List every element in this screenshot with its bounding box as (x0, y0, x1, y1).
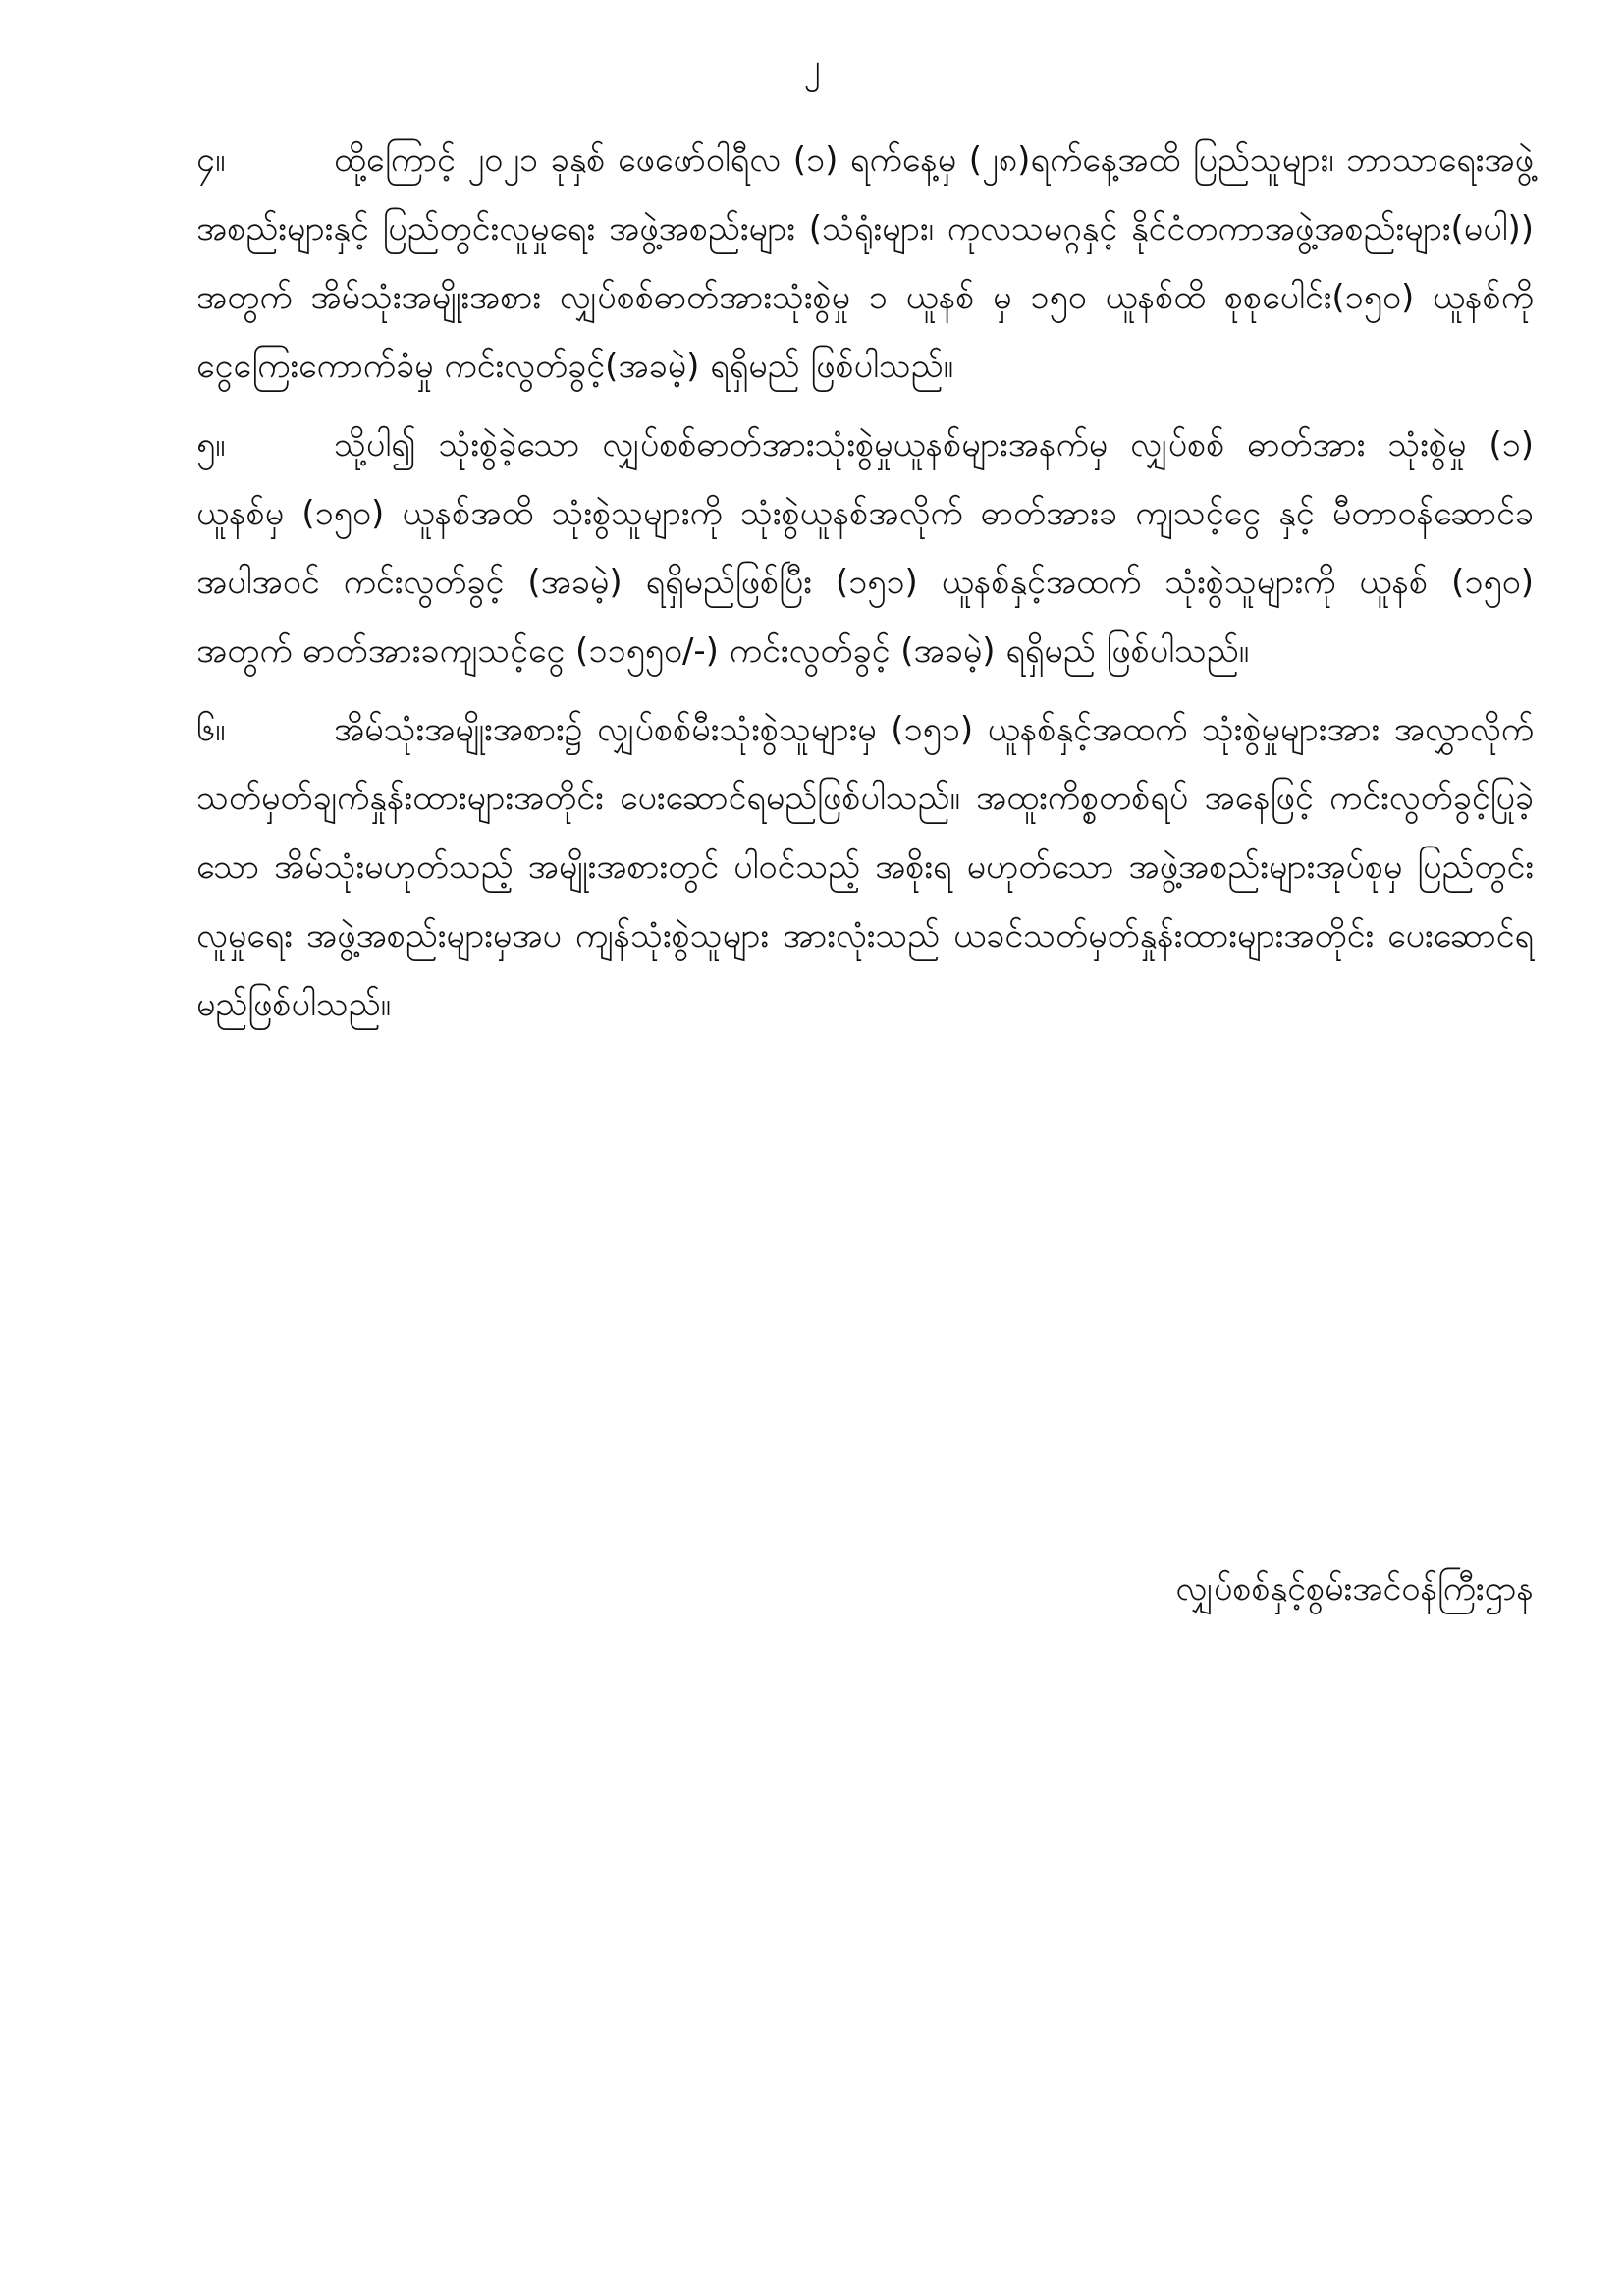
paragraph-text: အိမ်သုံးအမျိုးအစား၌ လျှပ်စစ်မီးသုံးစွဲသူများမှ (၁၅၁) ယူနစ်နှင့်အထက် သုံးစွဲမှုများအား အလွှာလိုက်သတ်မှတ်ချက်နှုန်းထားများအတိုင်း ပေးဆောင်ရမည်ဖြစ်ပါသည်။ အထူးကိစ္စတစ်ရပ် အနေဖြင့် ကင်းလွတ်ခွင့်ပြုခဲ့သော အိမ်သုံးမဟုတ်သည့် အမျိုးအစားတွင် ပါဝင်သည့် အစိုးရ မဟုတ်သော အဖွဲ့အစည်းများအုပ်စုမှ ပြည်တွင်းလူမှုရေး အဖွဲ့အစည်းများမှအပ ကျန်သုံးစွဲသူများ အားလုံးသည် ယခင်သတ်မှတ်နှုန်းထားများအတိုင်း ပေးဆောင်ရမည်ဖြစ်ပါသည်။ (196, 710, 1534, 1024)
page-number: ၂ (803, 47, 821, 86)
paragraph-text: သို့ပါ၍ သုံးစွဲခဲ့သော လျှပ်စစ်ဓာတ်အားသုံးစွဲမှုယူနစ်များအနက်မှ လျှပ်စစ် ဓာတ်အား သုံးစွဲမှု (၁) ယူနစ်မှ (၁၅၀) ယူနစ်အထိ သုံးစွဲသူများကို သုံးစွဲယူနစ်အလိုက် ဓာတ်အားခ ကျသင့်ငွေ နှင့် မီတာဝန်ဆောင်ခ အပါအဝင် ကင်းလွတ်ခွင့် (အခမဲ့) ရရှိမည်ဖြစ်ပြီး (၁၅၁) ယူနစ်နှင့်အထက် သုံးစွဲသူများကို ယူနစ် (၁၅၀) အတွက် ဓာတ်အားခကျသင့်ငွေ (၁၁၅၅၀/-) ကင်းလွတ်ခွင့် (အခမဲ့) ရရှိမည် ဖြစ်ပါသည်။ (196, 425, 1534, 671)
paragraph-number: ၅။ (196, 425, 226, 465)
paragraph-5 (196, 410, 1534, 685)
paragraph-number: ၆။ (196, 710, 226, 749)
document-body (196, 126, 1534, 1049)
signature-ministry: လျှပ်စစ်နှင့်စွမ်းအင်ဝန်ကြီးဌာန (1175, 1569, 1534, 1609)
paragraph-text: ထို့ကြောင့် ၂၀၂၁ ခုနှစ် ဖေဖော်ဝါရီလ (၁) ရက်နေ့မှ (၂၈)ရက်နေ့အထိ ပြည်သူများ၊ ဘာသာရေးအဖွဲ့အစည်းများနှင့် ပြည်တွင်းလူမှုရေး အဖွဲ့အစည်းများ (သံရုံးများ၊ ကုလသမဂ္ဂနှင့် နိုင်ငံတကာအဖွဲ့အစည်းများ(မပါ)) အတွက် အိမ်သုံးအမျိုးအစား လျှပ်စစ်ဓာတ်အားသုံးစွဲမှု ၁ ယူနစ် မှ ၁၅၀ ယူနစ်ထိ စုစုပေါင်း(၁၅၀) ယူနစ်ကို ငွေကြေးကောက်ခံမှု ကင်းလွတ်ခွင့်(အခမဲ့) ရရှိမည် ဖြစ်ပါသည်။ (196, 140, 1534, 386)
paragraph-6 (196, 695, 1534, 1039)
paragraph-4 (196, 126, 1534, 401)
paragraph-number: ၄။ (196, 140, 226, 180)
